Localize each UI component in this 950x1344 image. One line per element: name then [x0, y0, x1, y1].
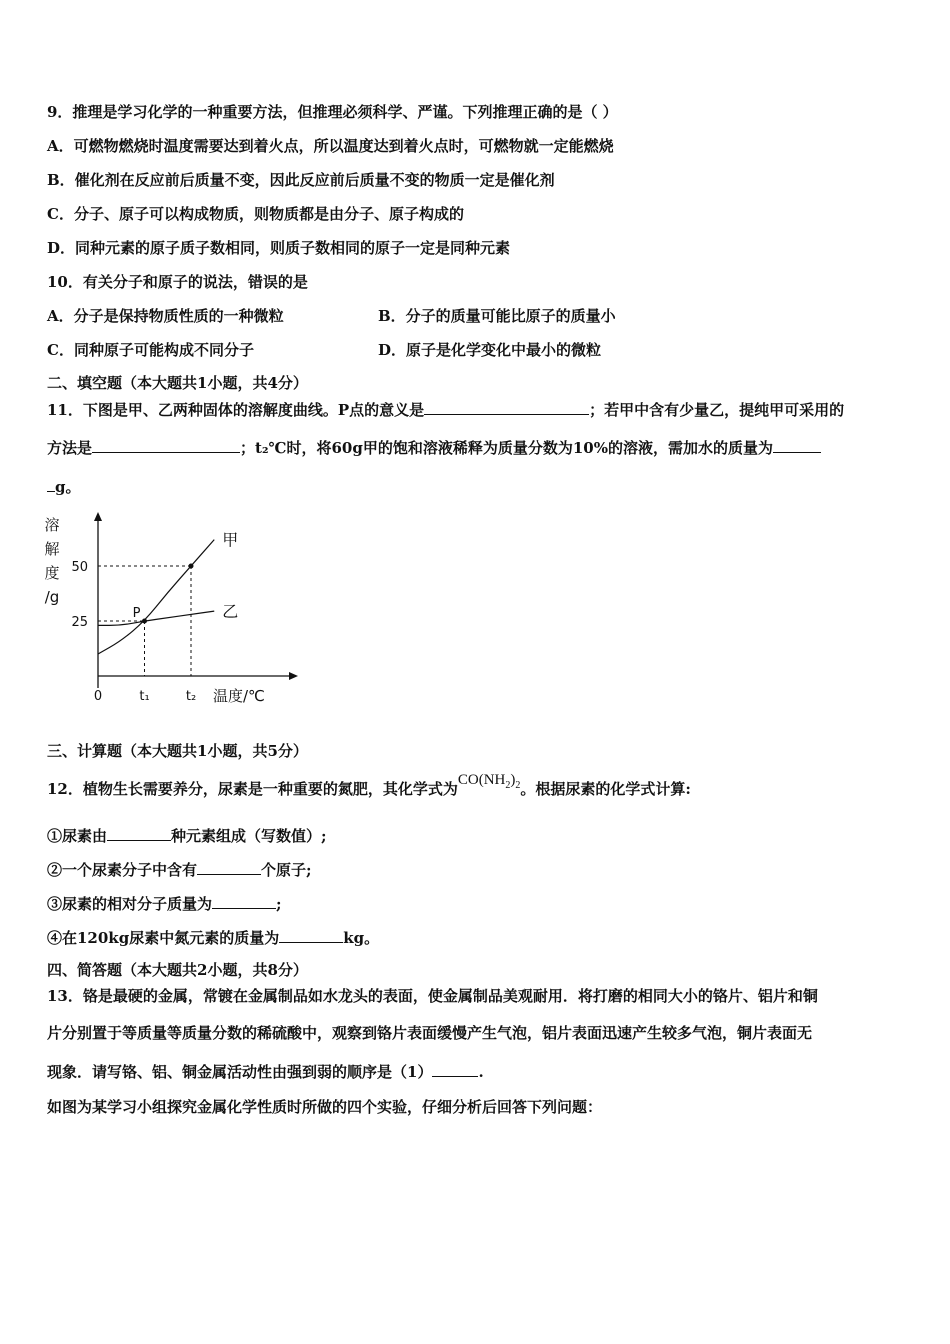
- q12-stem: [47, 772, 691, 806]
- curve-甲: [98, 540, 214, 654]
- q12-stem-text-a: 12．植物生长需要养分，尿素是一种重要的氮肥，其化学式为: [47, 780, 458, 798]
- q12-p3-text-b: ;: [276, 895, 282, 913]
- q12-p2-text-b: 个原子;: [261, 861, 312, 879]
- q13-line3: [47, 1061, 484, 1082]
- point-p-label: P: [132, 606, 141, 621]
- formula-paren: ): [510, 772, 516, 788]
- q12-p3-text-a: ③尿素的相对分子质量为: [47, 895, 213, 913]
- urea-formula: [457, 772, 521, 791]
- section-4-heading: 四、简答题（本大题共2小题，共8分）: [47, 961, 308, 979]
- q11-line1: [47, 399, 844, 420]
- y-axis-arrow: [94, 512, 102, 521]
- q10-stem: 10．有关分子和原子的说法，错误的是: [47, 273, 308, 291]
- q10-option-d: D．原子是化学变化中最小的微粒: [378, 341, 602, 359]
- y-axis-label-char: /g: [44, 588, 60, 606]
- x-tick-label: t₁: [139, 689, 150, 704]
- q12-part-3: [47, 893, 282, 914]
- q13-line2: 片分别置于等质量等质量分数的稀硫酸中，观察到铬片表面缓慢产生气泡，铝片表面迅速产生较多气泡，铜片表面无: [47, 1024, 813, 1042]
- q12-blank-1[interactable]: [107, 825, 171, 841]
- q13-line1: 13．铬是最硬的金属，常镀在金属制品如水龙头的表面，使金属制品美观耐用．将打磨的相同大小的铬片、铝片和铜: [47, 987, 818, 1005]
- y-axis-label-char: 解: [44, 540, 60, 558]
- formula-sub-1: 2: [505, 780, 511, 791]
- q13-line3-text-a: 现象．请写铬、铝、铜金属活动性由强到弱的顺序是（1）: [47, 1063, 433, 1081]
- formula-main: CO(NH: [457, 772, 506, 788]
- q9-option-a: A．可燃物燃烧时温度需要达到着火点，所以温度达到着火点时，可燃物就一定能燃烧: [47, 137, 614, 155]
- q12-part-4: [47, 927, 379, 948]
- solubility-chart: [40, 508, 320, 708]
- q10-options-row1: [47, 306, 907, 326]
- q12-p1-text-b: 种元素组成（写数值）;: [171, 827, 327, 845]
- series-label-甲: 甲: [222, 530, 239, 550]
- q11-line2-text-a: 方法是: [47, 439, 93, 457]
- y-axis-label: [44, 516, 59, 606]
- q12-p4-text-b: kg。: [343, 929, 380, 947]
- series-label-乙: 乙: [222, 602, 239, 622]
- q11-line3: [47, 476, 81, 497]
- q12-p1-text-a: ①尿素由: [47, 827, 108, 845]
- q9-stem: 9．推理是学习化学的一种重要方法，但推理必须科学、严谨。下列推理正确的是（ ）: [47, 103, 618, 121]
- section-2-heading: 二、填空题（本大题共1小题，共4分）: [47, 374, 308, 392]
- q10-option-a: A．分子是保持物质性质的一种微粒: [47, 307, 284, 325]
- q13-line3-text-b: .: [478, 1063, 484, 1081]
- q10-option-b: B．分子的质量可能比原子的质量小: [378, 307, 616, 325]
- q9-option-c: C．分子、原子可以构成物质，则物质都是由分子、原子构成的: [47, 205, 464, 223]
- q9-option-d: D．同种元素的原子质子数相同，则质子数相同的原子一定是同种元素: [47, 239, 511, 257]
- q11-line2: [47, 437, 821, 458]
- q12-blank-2[interactable]: [197, 859, 261, 875]
- origin-label: 0: [93, 689, 103, 704]
- q12-p2-text-a: ②一个尿素分子中含有: [47, 861, 198, 879]
- q12-blank-3[interactable]: [212, 893, 276, 909]
- y-tick-label: 25: [71, 615, 88, 630]
- q13-line4: 如图为某学习小组探究金属化学性质时所做的四个实验，仔细分析后回答下列问题：: [47, 1098, 603, 1116]
- y-axis-label-char: 度: [44, 564, 60, 582]
- curve-乙: [98, 611, 214, 625]
- q12-part-2: [47, 859, 312, 880]
- y-tick-label: 50: [71, 560, 88, 575]
- section-3-heading: 三、计算题（本大题共1小题，共5分）: [47, 742, 308, 760]
- q11-blank-3[interactable]: [773, 437, 821, 453]
- q12-part-1: [47, 825, 327, 846]
- x-axis-arrow: [289, 672, 298, 680]
- q10-options-row2: [47, 340, 907, 360]
- y-axis-label-char: 溶: [44, 516, 60, 534]
- x-axis-label: 温度/℃: [213, 687, 265, 705]
- q11-line2-text-b: ；t₂℃时，将60g甲的饱和溶液稀释为质量分数为10%的溶液，需加水的质量为: [240, 439, 773, 457]
- q12-p4-text-a: ④在120kg尿素中氮元素的质量为: [47, 929, 280, 947]
- q11-line1-text-a: 11．下图是甲、乙两种固体的溶解度曲线。P点的意义是: [47, 401, 425, 419]
- q11-line3-text: g。: [55, 478, 81, 496]
- q13-blank-1[interactable]: [432, 1061, 478, 1077]
- x-tick-label: t₂: [185, 689, 197, 704]
- q11-blank-1[interactable]: [424, 399, 589, 415]
- q9-option-b: B．催化剂在反应前后质量不变，因此反应前后质量不变的物质一定是催化剂: [47, 171, 555, 189]
- q10-option-c: C．同种原子可能构成不同分子: [47, 341, 254, 359]
- q11-blank-2[interactable]: [92, 437, 240, 453]
- formula-sub-2: 2: [515, 780, 521, 791]
- q11-line1-text-b: ；若甲中含有少量乙，提纯甲可采用的: [589, 401, 845, 419]
- q12-blank-4[interactable]: [279, 927, 343, 943]
- q12-stem-text-b: 。根据尿素的化学式计算:: [520, 780, 691, 798]
- q11-blank-3-cont[interactable]: [47, 476, 55, 492]
